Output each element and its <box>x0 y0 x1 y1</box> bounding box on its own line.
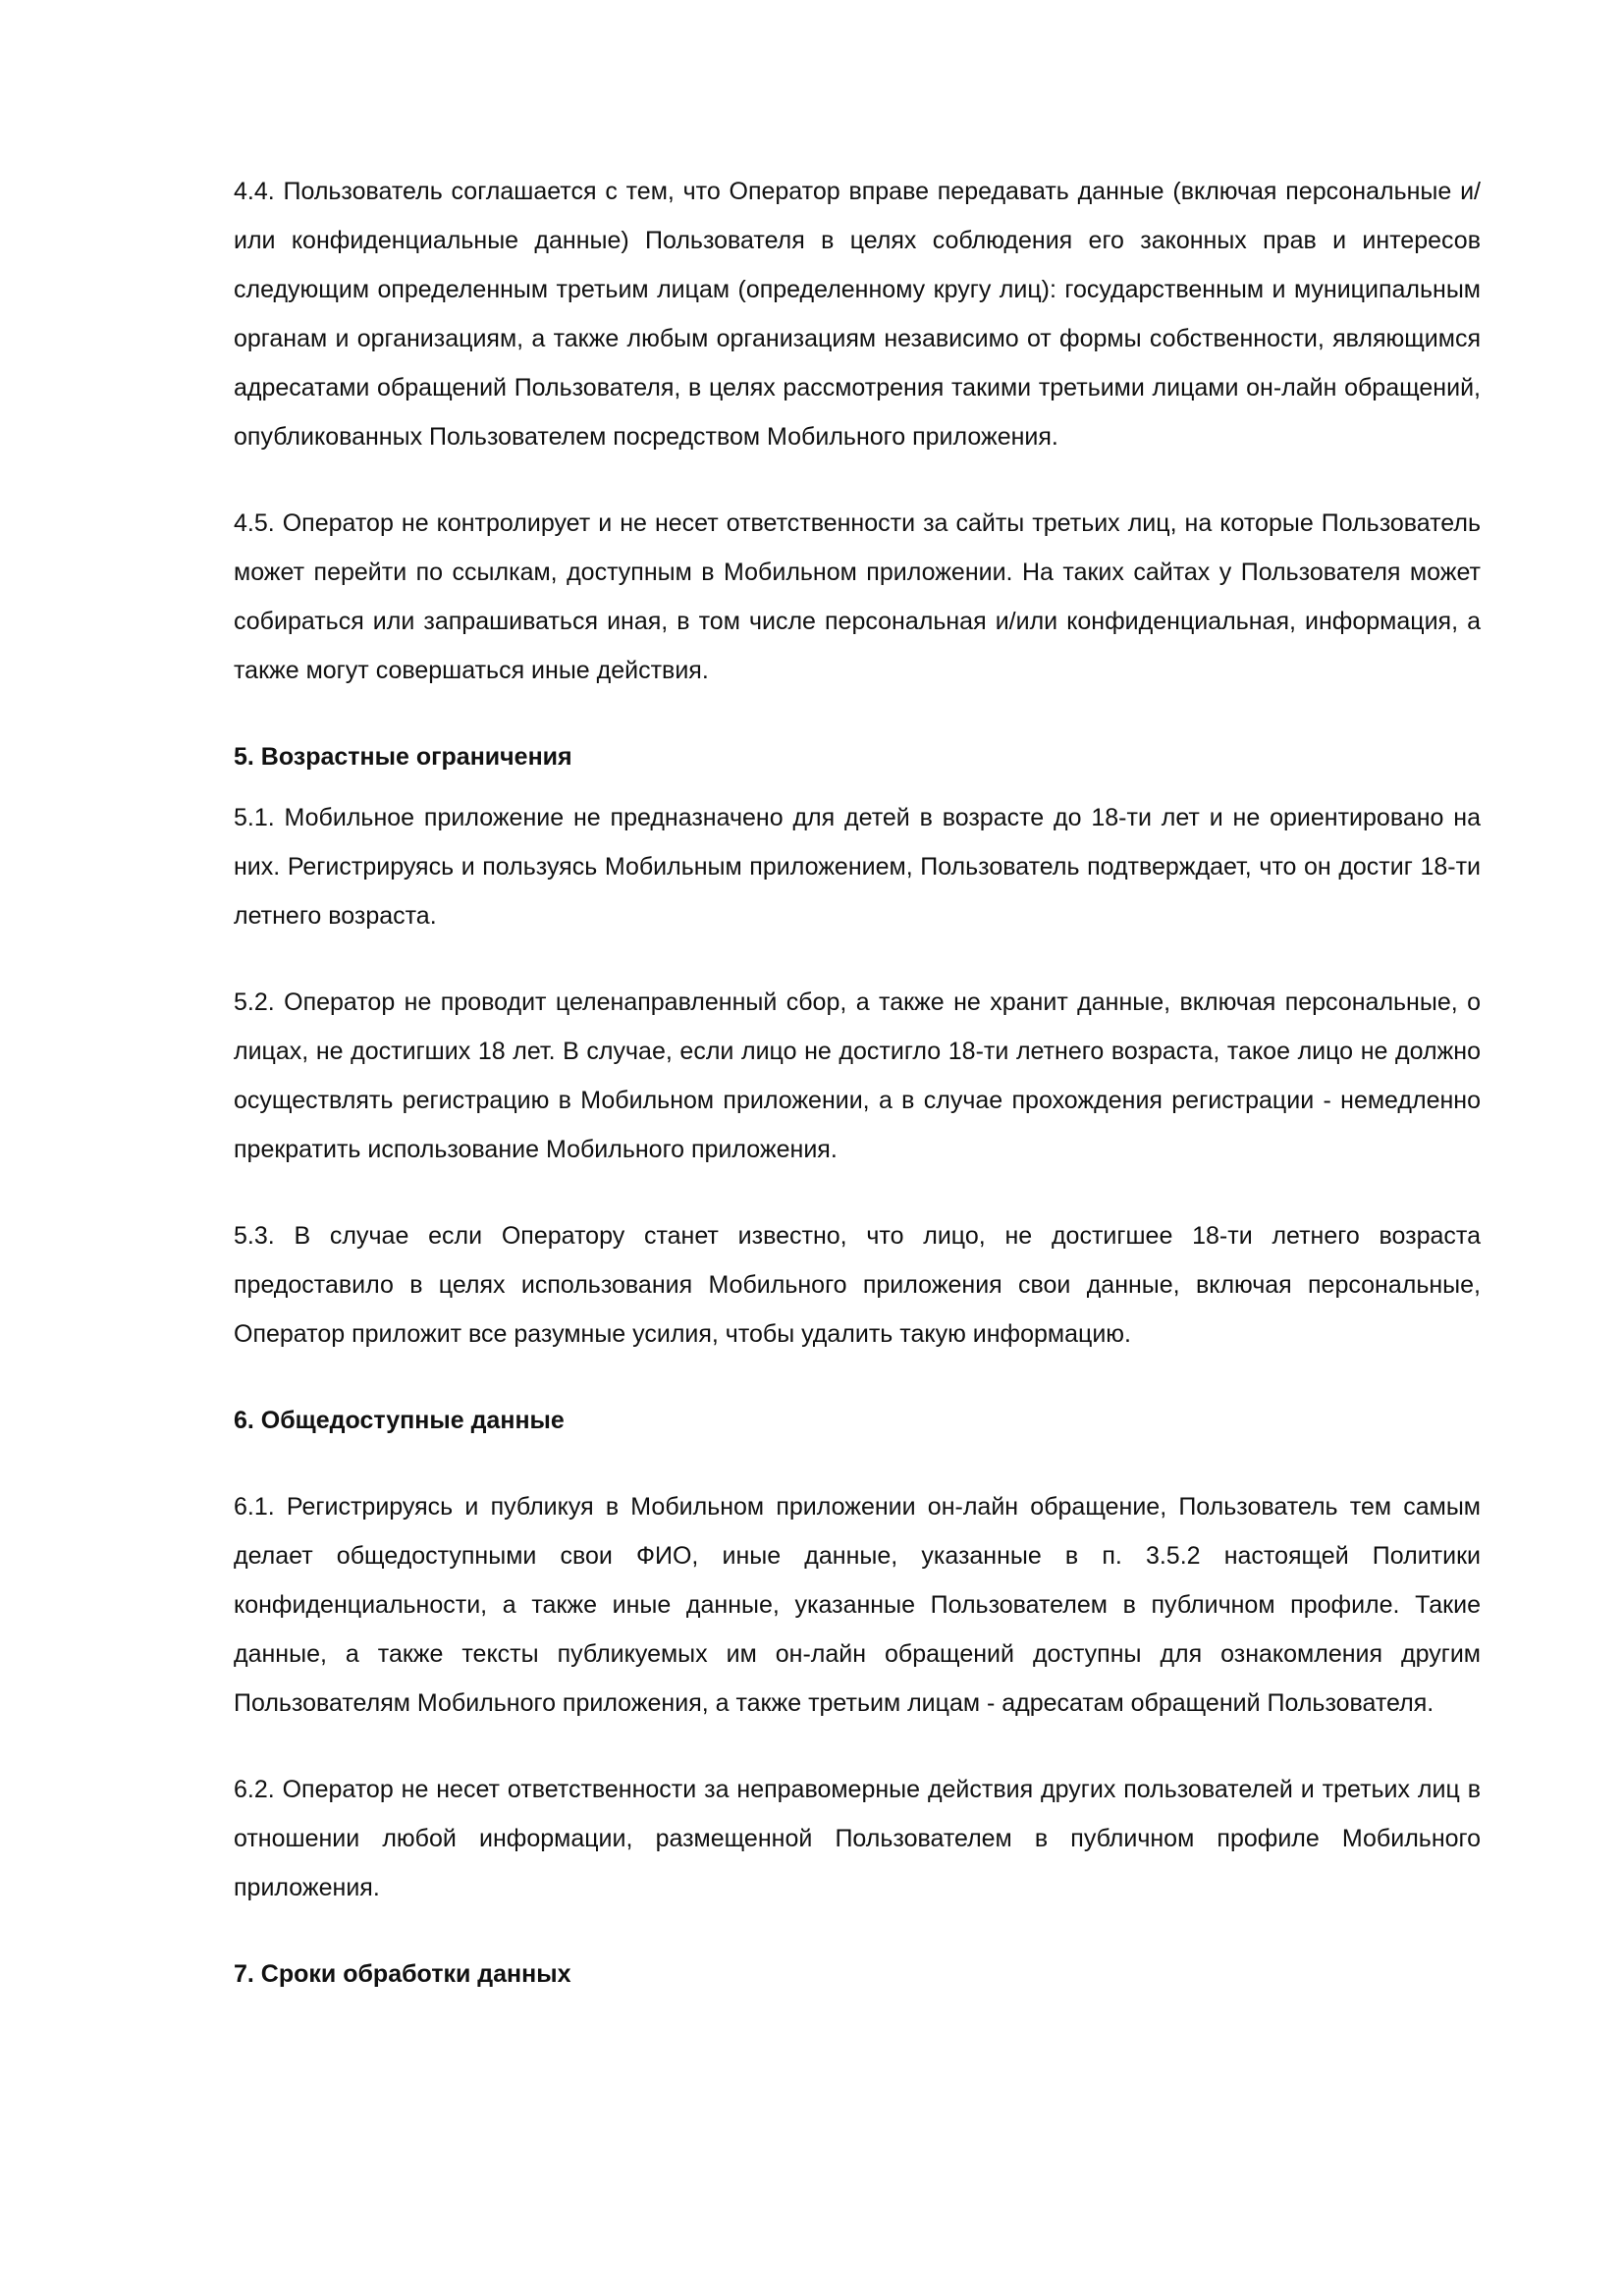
paragraph-5-1: 5.1. Мобильное приложение не предназначено для детей в возрасте до 18-ти лет и не ориентировано на них. Регистрируясь и пользуясь Мобильным приложением, Пользователь подтверждает, что он достиг 18-ти летнего возраста. <box>234 804 1481 930</box>
paragraph-6-2: 6.2. Оператор не несет ответственности за неправомерные действия других пользователей и третьих лиц в отношении любой информации, размещенной Пользователем в публичном профиле Мобильного приложения. <box>234 1776 1481 1901</box>
heading-section-5: 5. Возрастные ограничения <box>234 743 572 771</box>
paragraph-4-5: 4.5. Оператор не контролирует и не несет ответственности за сайты третьих лиц, на которые Пользователь может перейти по ссылкам, доступным в Мобильном приложении. На таких сайтах у Пользователя может собираться или запрашиваться иная, в том числе персональная и/или конфиденциальная, информация, а также могут совершаться иные действия. <box>234 509 1481 684</box>
heading-section-6: 6. Общедоступные данные <box>234 1407 565 1434</box>
paragraph-4-4: 4.4. Пользователь соглашается с тем, что Оператор вправе передавать данные (включая персональные и/или конфиденциальные данные) Пользователя в целях соблюдения его законных прав и интересов следующим определенным третьим лицам (определенному кругу лиц): государственным и муниципальным органам и организациям, а также любым организациям независимо от формы собственности, являющимся адресатами обращений Пользователя, в целях рассмотрения такими третьими лицами он-лайн обращений, опубликованных Пользователем посредством Мобильного приложения. <box>234 178 1481 451</box>
document-page <box>234 167 1481 1999</box>
paragraph-6-1: 6.1. Регистрируясь и публикуя в Мобильном приложении он-лайн обращение, Пользователь тем самым делает общедоступными свои ФИО, иные данные, указанные в п. 3.5.2 настоящей Политики конфиденциальности, а также иные данные, указанные Пользователем в публичном профиле. Такие данные, а также тексты публикуемых им он-лайн обращений доступны для ознакомления другим Пользователям Мобильного приложения, а также третьим лицам - адресатам обращений Пользователя. <box>234 1493 1481 1717</box>
heading-section-7: 7. Сроки обработки данных <box>234 1960 571 1988</box>
paragraph-5-3: 5.3. В случае если Оператору станет известно, что лицо, не достигшее 18-ти летнего возраста предоставило в целях использования Мобильного приложения свои данные, включая персональные, Оператор приложит все разумные усилия, чтобы удалить такую информацию. <box>234 1222 1481 1348</box>
paragraph-5-2: 5.2. Оператор не проводит целенаправленный сбор, а также не хранит данные, включая персональные, о лицах, не достигших 18 лет. В случае, если лицо не достигло 18-ти летнего возраста, такое лицо не должно осуществлять регистрацию в Мобильном приложении, а в случае прохождения регистрации - немедленно прекратить использование Мобильного приложения. <box>234 988 1481 1163</box>
